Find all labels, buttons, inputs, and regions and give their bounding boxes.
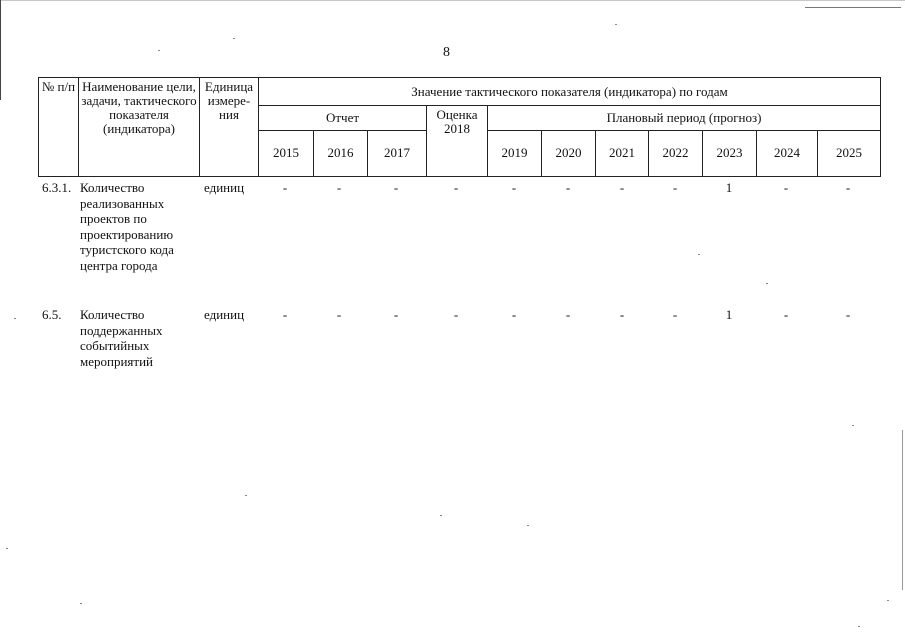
row-value: - xyxy=(453,307,459,322)
scan-speck xyxy=(858,626,860,627)
row-value: - xyxy=(511,307,517,322)
row-unit: единиц xyxy=(204,180,245,195)
row-value: - xyxy=(393,307,399,322)
scan-speck xyxy=(527,525,529,526)
row-value: - xyxy=(845,307,851,322)
scan-speck xyxy=(158,50,160,51)
row-name: Количество реализованных проектов по проектированию туристского кода центра города xyxy=(80,180,174,273)
scan-speck xyxy=(245,495,247,496)
header-unit: Единица измере-ния xyxy=(200,78,259,177)
indicator-table-header xyxy=(38,77,881,177)
row-value: - xyxy=(619,307,625,322)
row-number: 6.5. xyxy=(42,307,62,322)
row-value: - xyxy=(282,307,288,322)
header-plan: Плановый период (прогноз) xyxy=(488,106,881,130)
header-year: 2025 xyxy=(818,130,881,176)
scan-right-edge xyxy=(902,430,903,590)
header-estimate: Оценка 2018 xyxy=(427,106,488,177)
row-value: - xyxy=(282,180,288,195)
header-values-group: Значение тактического показателя (индикатора) по годам xyxy=(259,78,881,106)
scan-top-right-mark xyxy=(805,7,901,8)
row-unit: единиц xyxy=(204,307,245,322)
row-value: - xyxy=(336,180,342,195)
row-value: - xyxy=(845,180,851,195)
header-year: 2020 xyxy=(542,130,596,176)
row-value: - xyxy=(783,307,789,322)
header-num: № п/п xyxy=(39,78,79,177)
header-year: 2019 xyxy=(488,130,542,176)
row-value: - xyxy=(393,180,399,195)
scan-speck xyxy=(766,283,768,284)
row-value: - xyxy=(619,180,625,195)
scan-speck xyxy=(80,603,82,604)
row-value: 1 xyxy=(725,180,733,195)
row-value: - xyxy=(672,180,678,195)
header-year: 2016 xyxy=(314,130,368,176)
scan-top-edge xyxy=(0,0,905,1)
header-year: 2024 xyxy=(757,130,818,176)
scan-speck xyxy=(14,318,16,319)
page-number: 8 xyxy=(443,45,450,60)
scan-speck xyxy=(698,254,700,255)
row-value: - xyxy=(565,180,571,195)
row-name: Количество поддержанных событийных мероприятий xyxy=(80,307,163,369)
scan-speck xyxy=(440,515,442,516)
row-value: - xyxy=(783,180,789,195)
header-year: 2023 xyxy=(703,130,757,176)
scan-speck xyxy=(852,425,854,426)
row-value: 1 xyxy=(725,307,733,322)
scan-left-edge xyxy=(0,0,1,100)
row-number: 6.3.1. xyxy=(42,180,72,195)
row-value: - xyxy=(511,180,517,195)
header-report: Отчет xyxy=(259,106,427,130)
header-year: 2015 xyxy=(259,130,314,176)
header-name: Наименование цели, задачи, тактического показателя (индикатора) xyxy=(79,78,200,177)
header-year: 2021 xyxy=(596,130,649,176)
row-value: - xyxy=(336,307,342,322)
row-value: - xyxy=(565,307,571,322)
row-value: - xyxy=(453,180,459,195)
row-value: - xyxy=(672,307,678,322)
header-year: 2017 xyxy=(368,130,427,176)
scan-speck xyxy=(887,600,889,601)
scan-speck xyxy=(6,548,8,549)
scan-speck xyxy=(233,38,235,39)
header-year: 2022 xyxy=(649,130,703,176)
scan-speck xyxy=(615,24,617,25)
